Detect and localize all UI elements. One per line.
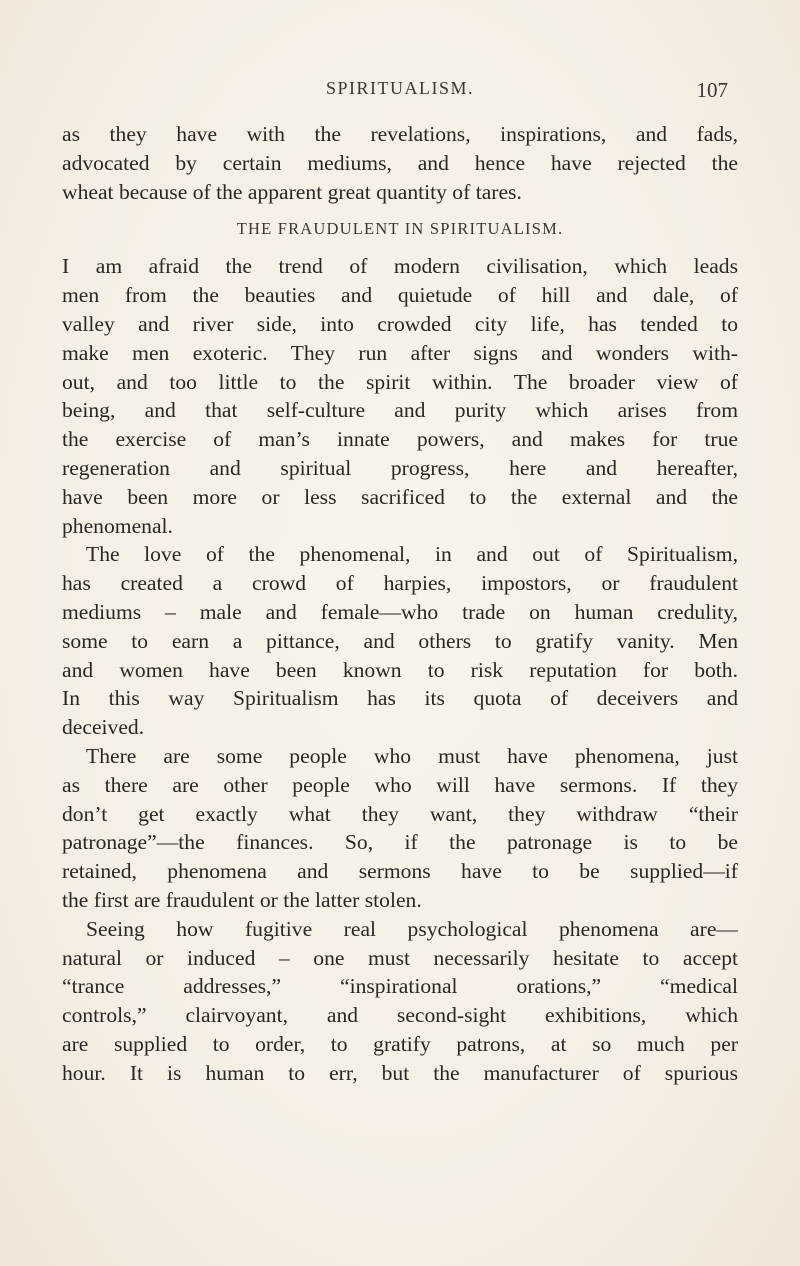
text-line: has created a crowd of harpies, impostors, or fraudulent [62, 571, 738, 596]
text-line: natural or induced – one must necessarily hesitate to accept [62, 945, 738, 970]
text-line: deceived. [62, 715, 145, 740]
text-line: the first are fraudulent or the latter stolen. [62, 887, 422, 912]
section-heading: THE FRAUDULENT IN SPIRITUALISM. [236, 219, 564, 239]
text-line: as they have with the revelations, inspirations, and fads, [62, 122, 738, 146]
text-line: There are some people who must have phenomena, just [86, 743, 738, 768]
paragraph-1 [62, 120, 738, 206]
text-line: controls,” clairvoyant, and second-sight exhibitions, which [62, 1003, 738, 1028]
text-line: advocated by certain mediums, and hence have rejected the [62, 150, 738, 175]
text-line: as there are other people who will have sermons. If they [62, 772, 738, 797]
text-line: “trance addresses,” “inspirational orations,” “medical [62, 974, 738, 999]
text-line: men from the beauties and quietude of hill and dale, of [62, 283, 738, 308]
paragraph-4 [62, 742, 738, 915]
text-line: retained, phenomena and sermons have to be supplied—if [62, 859, 738, 884]
paragraph-3 [62, 540, 738, 742]
text-line: being, and that self-culture and purity which arises from [62, 398, 738, 423]
text-line: regeneration and spiritual progress, here and hereafter, [62, 455, 738, 480]
page-number: 107 [696, 78, 728, 102]
text-line: phenomenal. [62, 513, 173, 538]
text-line: The love of the phenomenal, in and out of Spiritualism, [86, 542, 738, 567]
text-line: patronage”—the finances. So, if the patronage is to be [62, 830, 738, 855]
text-line: out, and too little to the spirit within. The broader view of [62, 369, 738, 394]
text-line: make men exoteric. They run after signs and wonders with- [62, 340, 738, 365]
text-line: wheat because of the apparent great quantity of tares. [62, 179, 522, 204]
text-line: I am afraid the trend of modern civilisation, which leads [62, 254, 738, 279]
text-line: are supplied to order, to gratify patrons, at so much per [62, 1031, 738, 1056]
paragraph-2 [62, 252, 738, 540]
paragraph-5 [62, 915, 738, 1088]
text-line: mediums – male and female—who trade on human credulity, [62, 599, 738, 624]
text-line: valley and river side, into crowded city life, has tended to [62, 311, 738, 336]
running-header [60, 78, 740, 108]
running-title: SPIRITUALISM. [325, 78, 474, 98]
text-line: have been more or less sacrificed to the external and the [62, 484, 738, 509]
text-line: Seeing how fugitive real psychological phenomena are— [86, 916, 738, 941]
text-line: In this way Spiritualism has its quota of deceivers and [62, 686, 738, 711]
body-text [62, 120, 738, 1088]
text-line: hour. It is human to err, but the manufacturer of spurious [62, 1060, 738, 1085]
text-line: don’t get exactly what they want, they withdraw “their [62, 801, 738, 826]
text-line: and women have been known to risk reputation for both. [62, 657, 738, 682]
text-line: some to earn a pittance, and others to gratify vanity. Men [62, 628, 738, 653]
text-line: the exercise of man’s innate powers, and makes for true [62, 427, 738, 452]
